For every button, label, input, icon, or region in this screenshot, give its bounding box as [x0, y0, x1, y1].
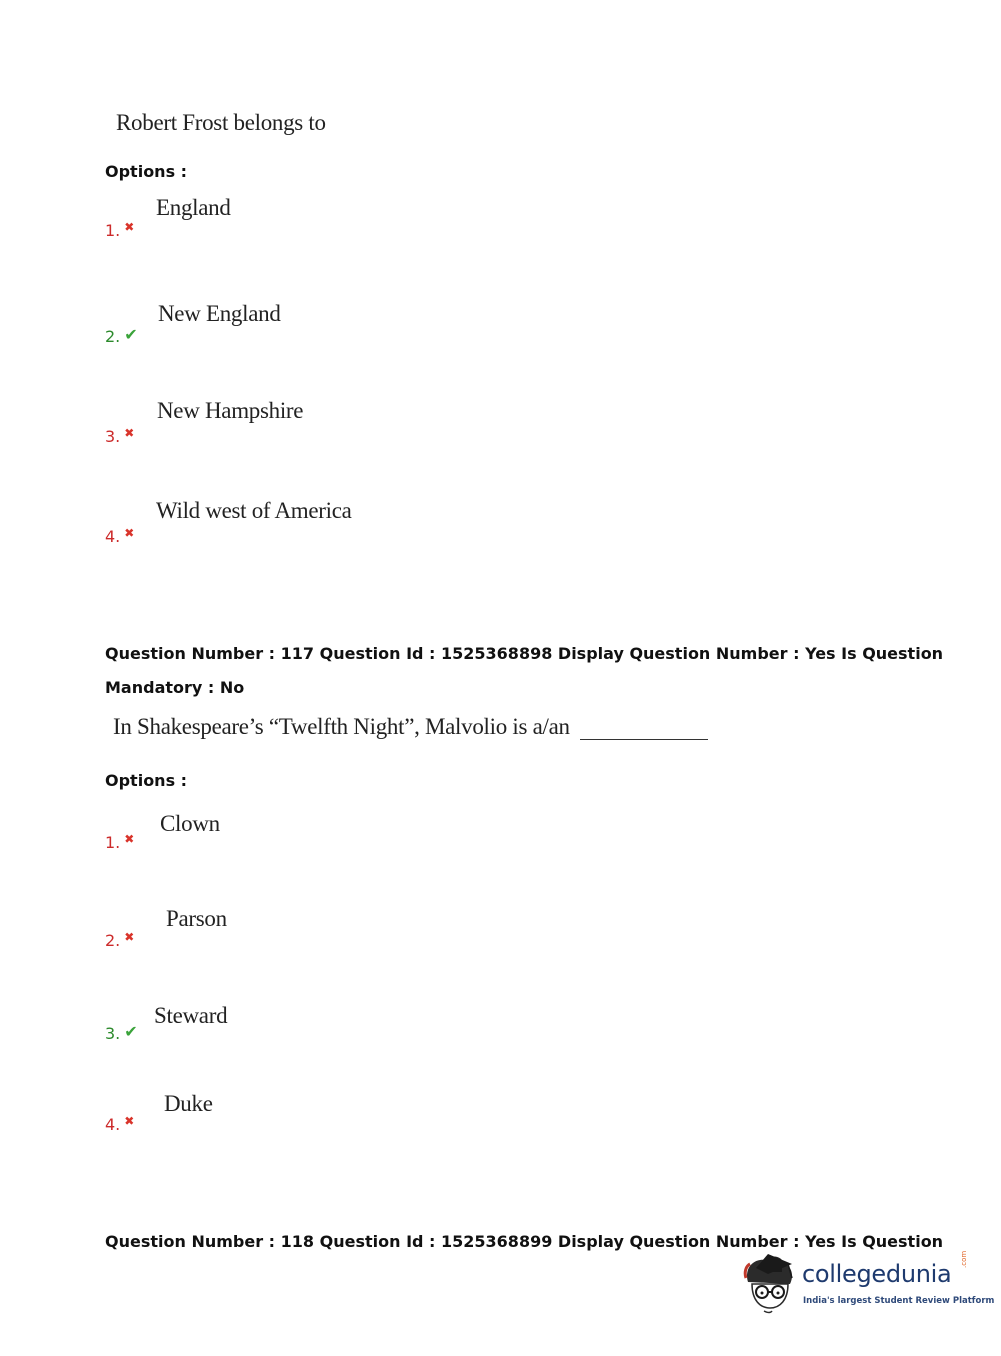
question-row: [113, 714, 708, 740]
question-text: In Shakespeare’s “Twelfth Night”, Malvolio is a/an: [113, 714, 570, 739]
options-label: Options :: [105, 162, 188, 181]
option-number: 3. ✖: [105, 425, 135, 446]
cross-icon: ✖: [124, 929, 135, 944]
cross-icon: ✖: [124, 425, 135, 440]
option-number: 3. ✔: [105, 1021, 138, 1043]
logo-domain-suffix: .com: [960, 1250, 968, 1268]
option-text: New Hampshire: [157, 398, 304, 423]
option-text: Clown: [160, 811, 220, 836]
options-label: Options :: [105, 771, 188, 790]
option-number: 4. ✖: [105, 1113, 135, 1134]
option-text: Duke: [164, 1091, 213, 1116]
option-number: 2. ✖: [105, 929, 135, 950]
logo-tagline: India's largest Student Review Platform: [803, 1296, 995, 1306]
option-number: 1. ✖: [105, 219, 135, 240]
option-text: Wild west of America: [156, 498, 352, 523]
student-mascot-icon: [742, 1252, 800, 1316]
collegedunia-logo: [742, 1250, 995, 1316]
logo-brand-text: collegedunia: [802, 1260, 952, 1288]
question-meta-line: Mandatory : No: [105, 678, 245, 697]
question-text: Robert Frost belongs to: [116, 110, 326, 135]
option-text: Parson: [166, 906, 227, 931]
cross-icon: ✖: [124, 219, 135, 234]
cross-icon: ✖: [124, 831, 135, 846]
option-number: 2. ✔: [105, 324, 138, 346]
question-meta-line: Question Number : 117 Question Id : 1525368898 Display Question Number : Yes Is Question: [105, 644, 944, 663]
option-text: New England: [158, 301, 281, 326]
option-number: 1. ✖: [105, 831, 135, 852]
question-meta-line: Question Number : 118 Question Id : 1525368899 Display Question Number : Yes Is Question: [105, 1232, 944, 1251]
cross-icon: ✖: [124, 1113, 135, 1128]
option-text: England: [156, 195, 231, 220]
option-text: Steward: [154, 1003, 228, 1028]
cross-icon: ✖: [124, 525, 135, 540]
option-number: 4. ✖: [105, 525, 135, 546]
check-icon: ✔: [124, 1021, 138, 1041]
check-icon: ✔: [124, 324, 138, 344]
answer-blank: [580, 738, 708, 740]
